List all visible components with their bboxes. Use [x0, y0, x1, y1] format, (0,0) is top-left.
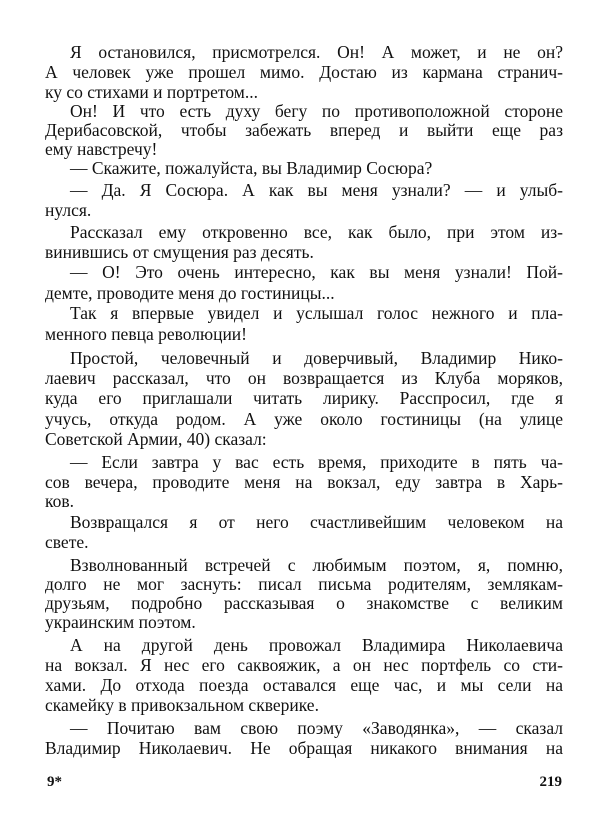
text-line: Я остановился, присмотрелся. Он! А может, и не он? — [70, 42, 563, 62]
text-line: Дерибасовской, чтобы забежать вперед и выйти еще раз — [45, 120, 563, 140]
text-line: Владимир Николаевич. Не обращая никакого внимания на — [45, 738, 563, 758]
text-line: куда его приглашали читать лирику. Расспросил, где я — [45, 388, 563, 408]
text-line: украинским поэтом. — [45, 612, 196, 632]
text-line: нулся. — [45, 200, 92, 220]
text-line: Рассказал ему откровенно все, как было, при этом из- — [70, 222, 563, 242]
text-line: Он! И что есть духу бегу по противоположной стороне — [70, 101, 563, 121]
text-line: хами. До отхода поезда оставался еще час, и мы сели на — [45, 675, 563, 695]
text-line: менного певца революции! — [45, 324, 248, 344]
text-line: — Да. Я Сосюра. А как вы меня узнали? — и улыб- — [70, 180, 563, 200]
text-line: на вокзал. Я нес его саквояжик, а он нес портфель со сти- — [45, 655, 563, 675]
text-line: учусь, откуда родом. А уже около гостиницы (на улице — [45, 409, 563, 429]
text-line: Так я впервые увидел и услышал голос нежного и пла- — [70, 303, 563, 323]
text-line: А человек уже прошел мимо. Достаю из кармана странич- — [45, 62, 563, 82]
text-line: винившись от смущения раз десять. — [45, 242, 314, 262]
text-line: — Если завтра у вас есть время, приходите в пять ча- — [70, 452, 563, 472]
text-line: ков. — [45, 491, 75, 511]
text-line: — Скажите, пожалуйста, вы Владимир Сосюра? — [70, 158, 433, 178]
text-line: лаевич рассказал, что он возвращается из Клуба моряков, — [45, 368, 563, 388]
text-line: ему навстречу! — [45, 139, 158, 159]
text-line: Взволнованный встречей с любимым поэтом, я, помню, — [70, 555, 563, 575]
text-line: Советской Армии, 40) сказал: — [45, 429, 267, 449]
text-line: Возвращался я от него счастливейшим человеком на — [70, 512, 563, 532]
text-line: долго не мог заснуть: писал письма родителям, землякам- — [45, 574, 563, 594]
signature-mark: 9* — [47, 774, 62, 790]
text-line: демте, проводите меня до гостиницы... — [45, 283, 335, 303]
text-line: сов вечера, проводите меня на вокзал, еду завтра в Харь- — [45, 472, 563, 492]
text-line: ку со стихами и портретом... — [45, 82, 258, 102]
text-line: друзьям, подробно рассказывая о знакомстве с великим — [45, 593, 563, 613]
text-line: Простой, человечный и доверчивый, Владимир Нико- — [70, 348, 563, 368]
text-line: — О! Это очень интересно, как вы меня узнали! Пой- — [70, 262, 563, 282]
text-line: А на другой день провожал Владимира Николаевича — [70, 635, 563, 655]
text-line: скамейку в привокзальном скверике. — [45, 695, 319, 715]
text-line: свете. — [45, 532, 89, 552]
page-number: 219 — [539, 774, 562, 790]
text-line: — Почитаю вам свою поэму «Заводянка», — сказал — [70, 718, 563, 738]
